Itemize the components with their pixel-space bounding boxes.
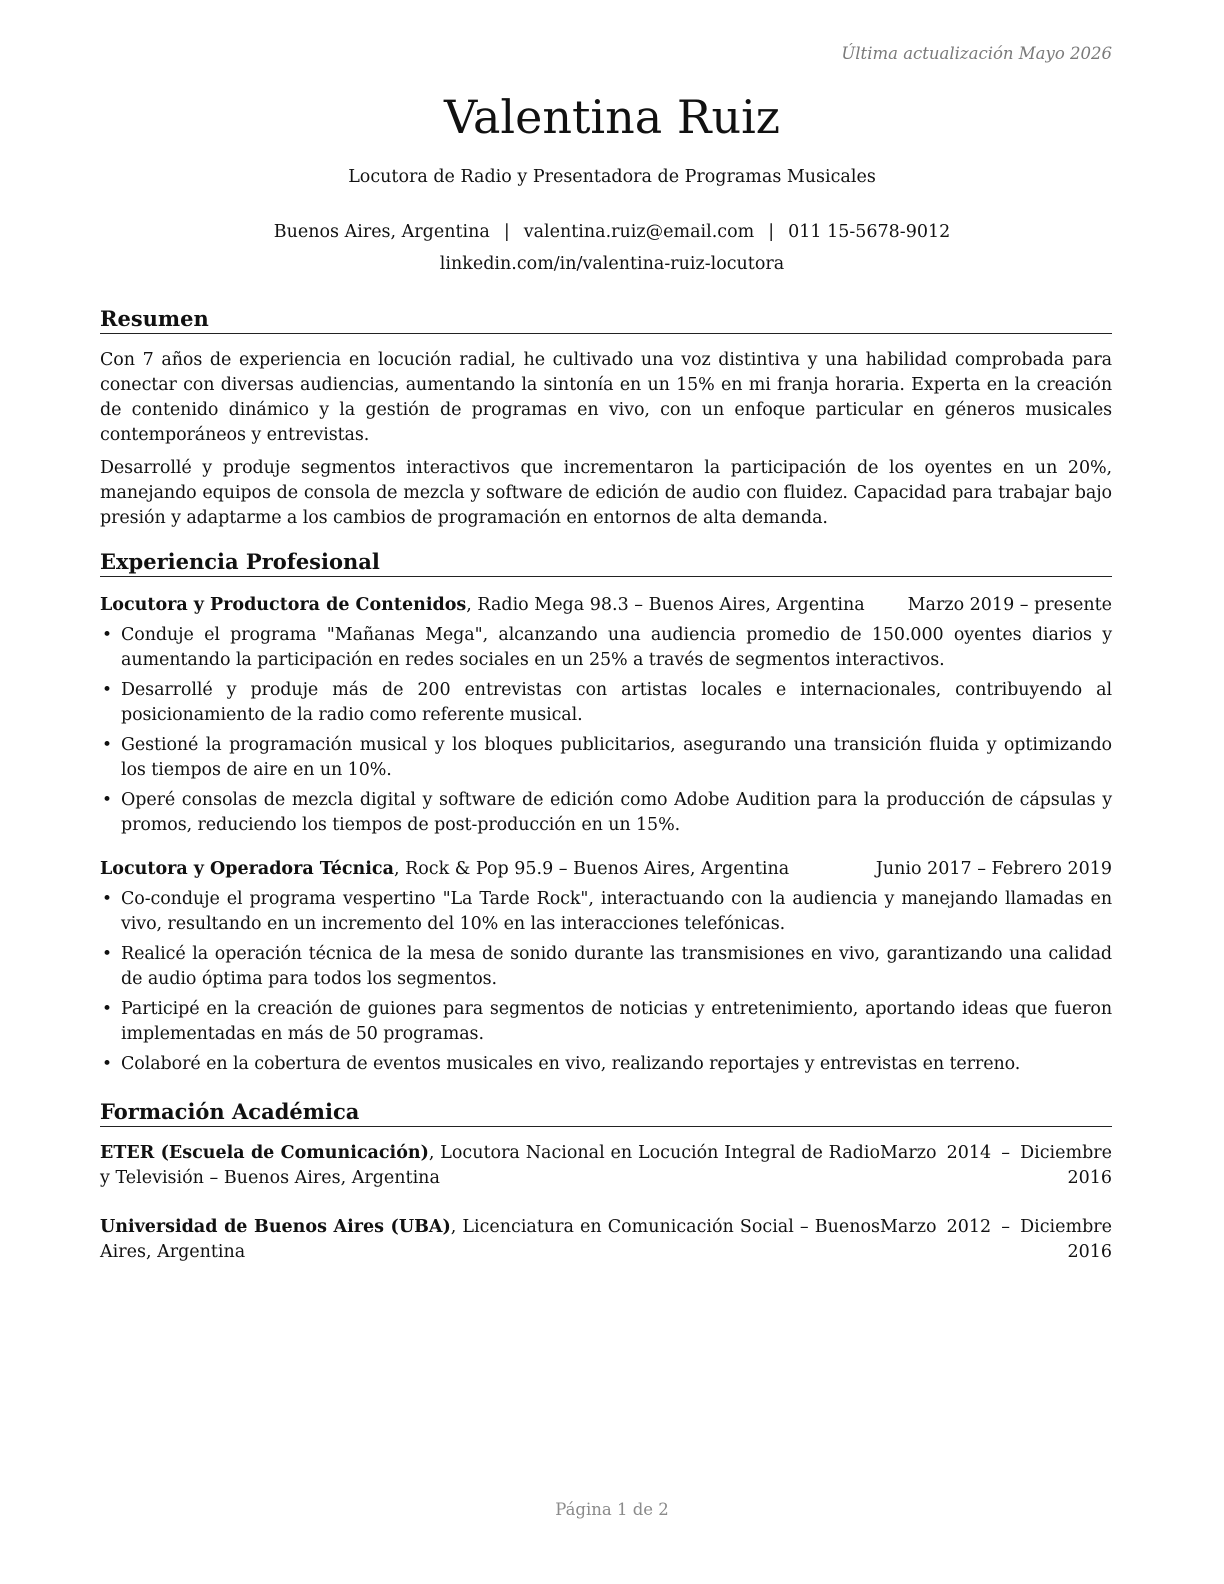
job-bullets: [100, 623, 1112, 838]
list-item: • Desarrollé y produje más de 200 entrevistas con artistas locales e internacionales, contribuyendo al posicionamiento de la radio como referente musical.: [102, 680, 1112, 725]
job-dates: Marzo 2019 – presente: [907, 595, 1112, 615]
job-entry: [100, 857, 1112, 1077]
education-entry: [100, 1141, 1112, 1191]
job-header: [100, 857, 1112, 882]
section-title-experience: Experiencia Profesional: [100, 549, 1112, 577]
list-item: • Colaboré en la cobertura de eventos musicales en vivo, realizando reportajes y entrevistas en terreno.: [100, 1052, 1112, 1077]
section-title-summary: Resumen: [100, 306, 1112, 334]
contact-email[interactable]: valentina.ruiz@email.com: [523, 222, 755, 242]
job-bullets: [100, 887, 1112, 1077]
summary-paragraph: Desarrollé y produje segmentos interactivos que incrementaron la participación de los oyentes en un 20%, manejando equipos de consola de mezcla y software de edición de audio con fluidez. Capacidad para trabajar bajo presión y adaptarme a los cambios de programación en entornos de alta demanda.: [100, 458, 1112, 528]
candidate-tagline: Locutora de Radio y Presentadora de Programas Musicales: [348, 167, 876, 187]
bullet-icon: •: [102, 735, 112, 755]
bullet-icon: •: [102, 889, 112, 909]
last-updated-note: Última actualización Mayo 2026: [841, 44, 1112, 63]
job-role: Locutora y Productora de Contenidos: [100, 595, 467, 615]
job-role: Locutora y Operadora Técnica: [100, 859, 394, 879]
job-entry: [100, 593, 1112, 838]
contact-phone: 011 15-5678-9012: [788, 222, 951, 242]
contact-linkedin[interactable]: linkedin.com/in/valentina-ruiz-locutora: [439, 254, 785, 274]
page-number: Página 1 de 2: [555, 1500, 669, 1519]
list-item: • Operé consolas de mezcla digital y software de edición como Adobe Audition para la producción de cápsulas y promos, reduciendo los tiempos de post-producción en un 15%.: [102, 790, 1112, 835]
education-section: [100, 1099, 1112, 1265]
education-description: [100, 1141, 880, 1191]
list-item: • Co-conduje el programa vespertino "La Tarde Rock", interactuando con la audiencia y manejando llamadas en vivo, resultando en un incremento del 10% en las interacciones telefónicas.: [102, 889, 1112, 934]
list-item: • Participé en la creación de guiones para segmentos de noticias y entretenimiento, aportando ideas que fueron implementadas en más de 50 programas.: [102, 999, 1112, 1044]
job-organization: , Rock & Pop 95.9 – Buenos Aires, Argentina: [393, 859, 790, 879]
section-title-education: Formación Académica: [100, 1099, 1112, 1127]
contact-location: Buenos Aires, Argentina: [273, 222, 490, 242]
contact-separator: |: [768, 222, 775, 242]
candidate-name: Valentina Ruiz: [443, 90, 781, 144]
education-description: [100, 1215, 880, 1265]
education-detail: , Licenciatura en Comunicación Social – Buenos Aires, Argentina: [100, 1217, 880, 1262]
bullet-icon: •: [102, 680, 112, 700]
job-organization: , Radio Mega 98.3 – Buenos Aires, Argentina: [466, 595, 865, 615]
bullet-icon: •: [102, 625, 112, 645]
bullet-icon: •: [102, 999, 112, 1019]
bullet-icon: •: [102, 1054, 112, 1074]
experience-section: [100, 549, 1112, 1077]
job-title-line: [100, 857, 789, 882]
job-header: [100, 593, 1112, 618]
education-institution: Universidad de Buenos Aires (UBA): [100, 1217, 451, 1237]
education-dates: Marzo 2014 – Diciembre 2016: [880, 1143, 1112, 1188]
summary-paragraph: Con 7 años de experiencia en locución radial, he cultivado una voz distintiva y una habilidad comprobada para conectar con diversas audiencias, aumentando la sintonía en un 15% en mi franja horaria. Experta en la creación de contenido dinámico y la gestión de programas en vivo, con un enfoque particular en géneros musicales contemporáneos y entrevistas.: [100, 350, 1112, 445]
list-item: • Conduje el programa "Mañanas Mega", alcanzando una audiencia promedio de 150.000 oyentes diarios y aumentando la participación en redes sociales en un 25% a través de segmentos interactivos.: [102, 625, 1112, 670]
bullet-icon: •: [102, 944, 112, 964]
education-entry: [100, 1215, 1112, 1265]
job-title-line: [100, 593, 865, 618]
education-dates: Marzo 2012 – Diciembre 2016: [880, 1217, 1112, 1262]
list-item: • Realicé la operación técnica de la mesa de sonido durante las transmisiones en vivo, garantizando una calidad de audio óptima para todos los segmentos.: [102, 944, 1112, 989]
summary-section: [100, 306, 1112, 531]
bullet-icon: •: [102, 790, 112, 810]
education-detail: , Locutora Nacional en Locución Integral de Radio y Televisión – Buenos Aires, Argentina: [100, 1143, 880, 1188]
education-institution: ETER (Escuela de Comunicación): [100, 1143, 429, 1163]
contact-line: [0, 220, 1224, 244]
contact-separator: |: [503, 222, 510, 242]
job-dates: Junio 2017 – Febrero 2019: [875, 859, 1112, 879]
list-item: • Gestioné la programación musical y los bloques publicitarios, asegurando una transición fluida y optimizando los tiempos de aire en un 10%.: [102, 735, 1112, 780]
